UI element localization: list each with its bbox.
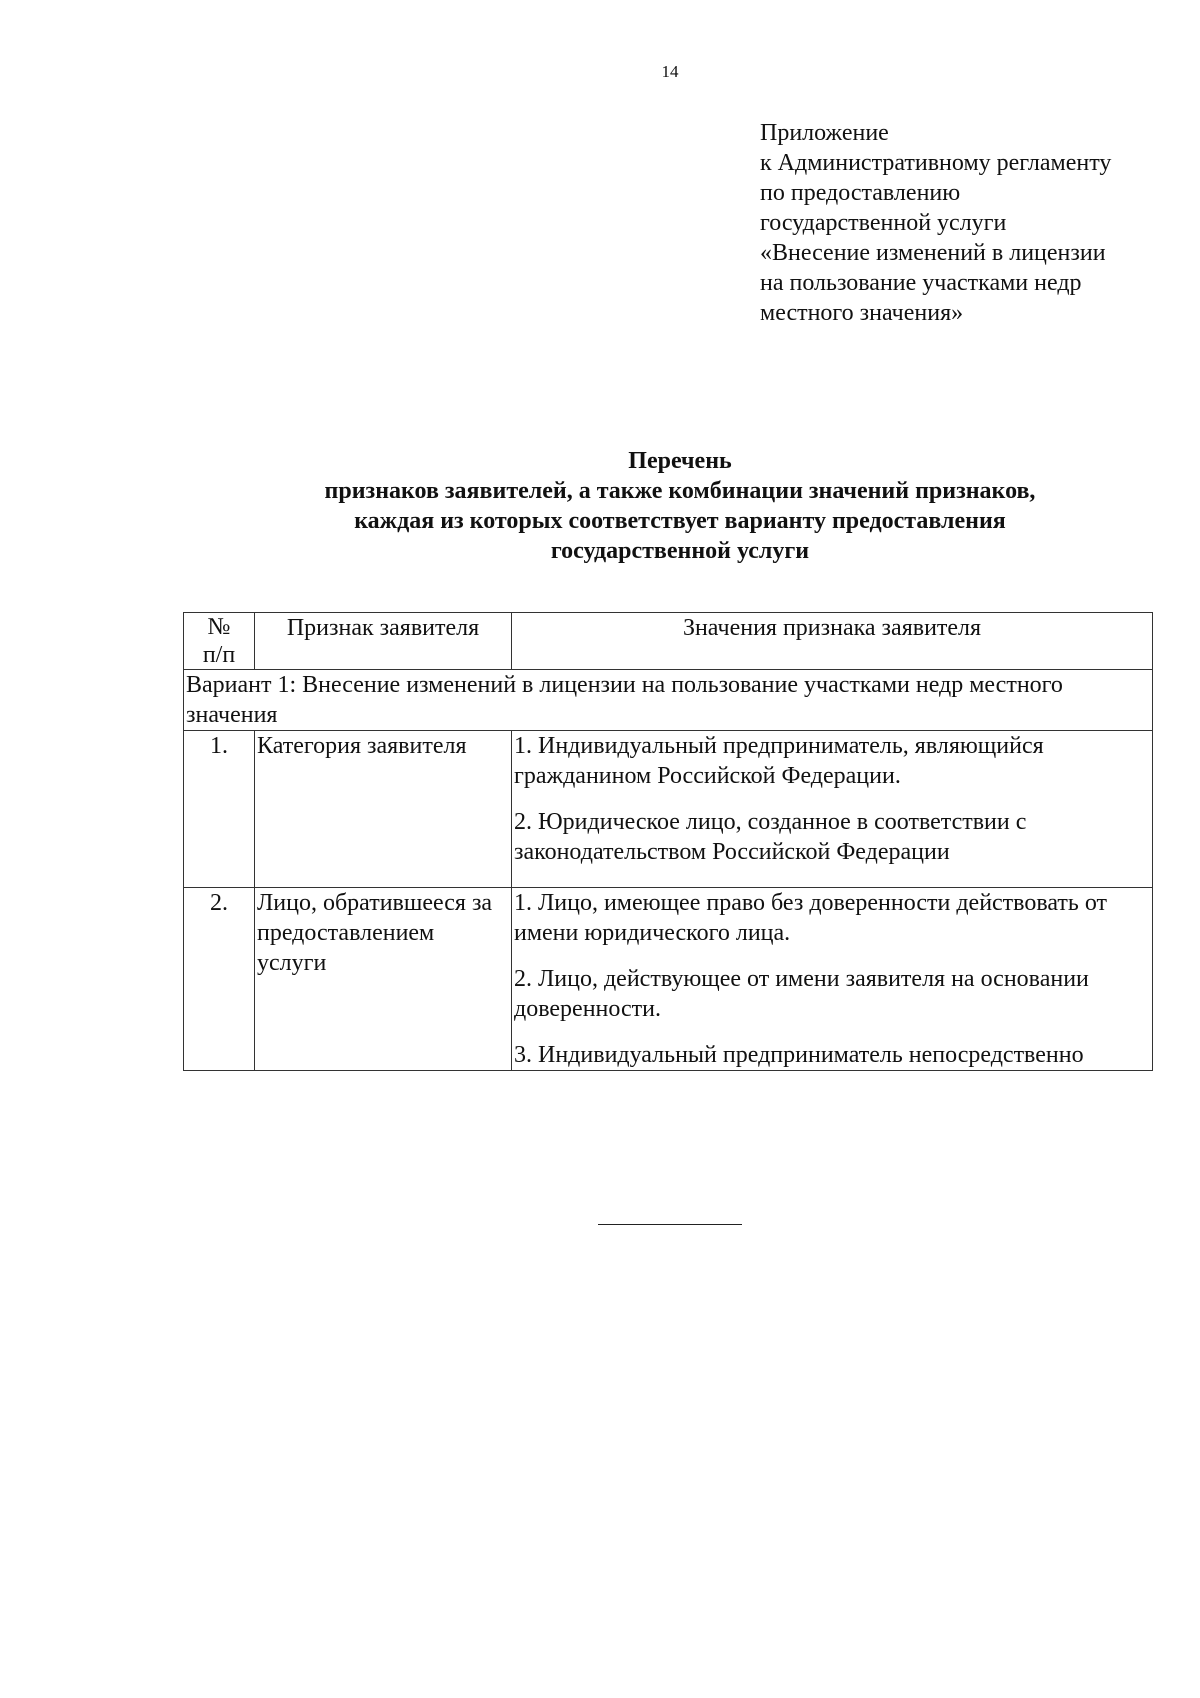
document-title	[150, 446, 1200, 566]
variant-title: Вариант 1: Внесение изменений в лицензии на пользование участками недр местного значения	[184, 670, 1153, 731]
appendix-line: к Административному регламенту	[760, 150, 1112, 176]
page-number: 14	[661, 62, 679, 81]
row-number: 2.	[184, 888, 255, 1071]
header-number	[184, 613, 255, 670]
row-attribute: Лицо, обратившееся за предоставлением услуги	[255, 888, 512, 1071]
appendix-note	[760, 118, 1180, 328]
end-divider-line	[598, 1224, 742, 1225]
row-values	[512, 731, 1153, 888]
variant-row	[184, 670, 1153, 731]
table-row	[184, 888, 1153, 1071]
value-item: 1. Лицо, имеющее право без доверенности действовать от имени юридического лица.	[514, 890, 1107, 946]
appendix-line: по предоставлению	[760, 180, 961, 206]
value-item: 3. Индивидуальный предприниматель непосредственно	[514, 1042, 1084, 1068]
header-attribute: Признак заявителя	[255, 613, 512, 670]
appendix-line: на пользование участками недр	[760, 270, 1082, 296]
header-number-line1: №	[207, 614, 231, 640]
table-row	[184, 731, 1153, 888]
appendix-line: Приложение	[760, 120, 889, 146]
row-attribute: Категория заявителя	[255, 731, 512, 888]
row-values	[512, 888, 1153, 1071]
title-line: признаков заявителей, а также комбинации значений признаков,	[324, 478, 1036, 504]
title-line: каждая из которых соответствует варианту предоставления	[354, 508, 1006, 534]
value-item: 2. Юридическое лицо, созданное в соответствии с законодательством Российской Федерации	[514, 809, 1027, 865]
header-number-line2: п/п	[202, 642, 236, 668]
appendix-line: государственной услуги	[760, 210, 1007, 236]
appendix-line: местного значения»	[760, 300, 964, 326]
title-line: государственной услуги	[550, 538, 810, 564]
criteria-table	[183, 612, 1153, 1071]
appendix-line: «Внесение изменений в лицензии	[760, 240, 1106, 266]
table-header-row	[184, 613, 1153, 670]
value-item: 2. Лицо, действующее от имени заявителя на основании доверенности.	[514, 966, 1089, 1022]
header-values: Значения признака заявителя	[512, 613, 1153, 670]
value-item: 1. Индивидуальный предприниматель, являющийся гражданином Российской Федерации.	[514, 733, 1044, 789]
title-line: Перечень	[628, 448, 732, 474]
row-number: 1.	[184, 731, 255, 888]
